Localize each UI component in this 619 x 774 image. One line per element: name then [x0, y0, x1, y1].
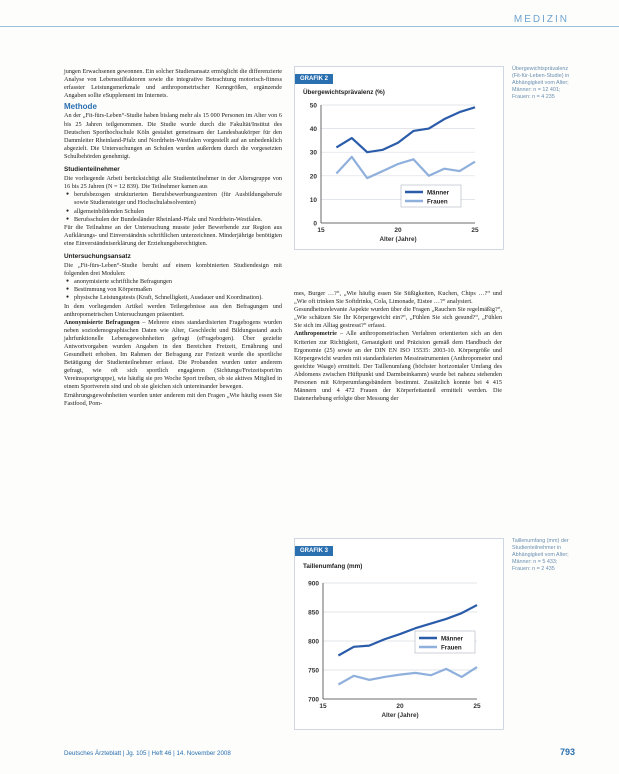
list-item: ● berufsbezogen strukturierten Berufsbewerbungszentren (für Ausbildungsberufe sowie Studiensteiger und Hochschulabsolventen)	[74, 191, 282, 207]
list-item: ● allgemeinbildenden Schulen	[74, 208, 282, 216]
studie-paragraph: Die vorliegende Arbeit berücksichtigt alle Studienteilnehmer in der Altersgruppe von 16 bis 25 Jahren (N = 12 839). Die Teilnehmer kamen aus	[64, 175, 282, 191]
legend-label: Frauen	[427, 198, 448, 206]
methode-heading: Methode	[64, 102, 97, 112]
unters-heading: Untersuchungsansatz	[64, 252, 131, 260]
studie-list	[64, 191, 282, 223]
unters-list	[64, 278, 282, 302]
methode-paragraph: An der „Fit-fürs-Leben“-Studie haben bislang mehr als 15 000 Personen im Alter von 6 bis 25 Jahren teilgenommen. Die Studie wurde durch die Fakultät/Institut des Deutschen Sporthochschule Köln gestaltet gemeinsam der Landesbaukörper für den Dammleiter Rheinland-Pfalz und Nordrhein-Westfalen vorgestellt auf an unbedenklich abgezielt. Die Untersuchungen an Schulen wurden außerdem durch die vorgesetzten Schulbehörden genehmigt.	[64, 112, 282, 160]
anthro-lead: Anthropometrie	[294, 330, 337, 338]
x-axis-label: Alter (Jahre)	[379, 236, 417, 243]
footer-citation: Deutsches Ärzteblatt | Jg. 105 | Heft 46 | 14. November 2008	[64, 750, 231, 757]
right-column	[294, 290, 502, 403]
list-item: ● anonymisierte schriftliche Befragungen	[74, 278, 282, 286]
legend-label: Frauen	[441, 644, 462, 652]
figure-1-chart	[295, 97, 503, 247]
studie-paragraph-2: Für die Teilnahme an der Untersuchung musste jeder Bewerbende zur Region aus Aufklärungs- und Einverständnis schriftlichen unterzeichnen. Minderjährige benötigten eine Einverständniserklärung der Erziehungsberechtigten.	[64, 223, 282, 247]
y-tick-label: 700	[308, 696, 319, 704]
anon-text: – Mehrere eines standardisierten Fragebogens wurden neben soziodemographischen Daten wie Alter, Geschlecht und Bildungsstand auch jahrfunktionelle Lebensgewohnheiten gefragt (eFragebogen). Über gezielte Antwortvorgaben wurden Angaben in den Bereichen Freizeit, Ernährung und Gesundheit erhoben. Im Rahmen der Befragung zur Freizeit wurde die sportliche Betätigung der Studienteilnehmer erfasst. Die Probanden wurden unter anderem gefragt, wie oft sich sportlich engagieren (Sichtungs/Freizeitsport/im Vereinssportgruppe), wie häufig sie pro Woche Sport treiben, ob sie aktives Mitglied in einem Sportverein sind und ob sie gleichen sich untereinander bewegen.	[64, 318, 282, 391]
y-tick-label: 40	[309, 126, 317, 134]
y-tick-label: 50	[309, 102, 317, 110]
x-tick-label: 15	[319, 703, 327, 710]
header-rule	[0, 26, 619, 27]
x-tick-label: 20	[396, 703, 404, 710]
y-tick-label: 30	[309, 149, 317, 157]
legend-label: Männer	[441, 635, 464, 643]
figure-2-tag: GRAFIK 3	[295, 546, 333, 556]
anthro-text: – Alle anthropometrischen Verfahren orientierten sich an den Kriterien zur Richtigkeit, Genauigkeit und Präzision gemäß dem Handbuch der Ergonomie (25) sowie an der DIN EN ISO 15535: 2003-10. Körpergröße und Körpergewicht wurden mit standardisierten Messinstrumenten (Anthropometer und geeichte Waage) ermittelt. Der Taillenumfang (höchster horizontaler Umfang des Abdomens zwischen Hüftpunkt und Darmbeinkamm) wurde bei nahezu stehenden Personen mit Körperumfangsbändern bestimmt. Zusätzlich konnte bei 4 415 Männern und 4 472 Frauen der Körperfettanteil ermittelt werden. Die Datenerhebung erfolgte über Messung der	[294, 330, 502, 403]
list-item: ● Bestimmung von Körpermaßen	[74, 286, 282, 294]
x-tick-label: 25	[473, 703, 481, 710]
y-tick-label: 800	[308, 638, 319, 646]
x-tick-label: 20	[394, 227, 402, 234]
figure-2	[294, 538, 504, 730]
series-line-maenner	[336, 107, 475, 152]
section-header: MEDIZIN	[513, 14, 569, 25]
intro-paragraph: jungen Erwachsenen gewonnen. Ein solcher Studienansatz ermöglicht die differenzierte Analyse von Lebensstilfaktoren sowie die integrative Betrachtung motorisch-fitness erfasster Leistungsmerkmale und anthropometrischer Kenngrößen, ergänzende Angaben sollte eSupplement im Internets.	[64, 68, 282, 100]
figure-1-tag: GRAFIK 2	[295, 74, 333, 84]
x-tick-label: 25	[471, 227, 479, 234]
anon-paragraph	[64, 319, 282, 392]
list-item: ● Berufsschulen der Bundesländer Rheinland-Pfalz und Nordrhein-Westfalen.	[74, 216, 282, 224]
unters-paragraph: Die „Fit-fürs-Leben“-Studie beruht auf einem kombinierten Studiendesign mit folgenden drei Modulen:	[64, 262, 282, 278]
y-tick-label: 850	[308, 609, 319, 617]
figure-2-caption: Taillenumfang (mm) der Studienteilnehmer in Abhängigkeit vom Alter; Männer: n = 5 433; Frauen: n = 2 435	[512, 538, 569, 572]
x-tick-label: 15	[317, 227, 325, 234]
y-tick-label: 750	[308, 667, 319, 675]
figure-1	[294, 66, 504, 250]
anon-lead: Anonymisierte Befragungen	[64, 318, 140, 326]
figure-2-title: Taillenumfang (mm)	[303, 563, 363, 570]
studie-heading: Studienteilnehmer	[64, 166, 120, 174]
anon-paragraph-2: Ernährungsgewohnheiten wurden unter anderem mit den Fragen „Wie häufig essen Sie Fastfood, Pom-	[64, 391, 282, 407]
legend-label: Männer	[427, 189, 450, 197]
figure-2-chart	[295, 571, 503, 727]
page-number: 793	[559, 747, 575, 757]
x-axis-label: Alter (Jahre)	[381, 712, 419, 719]
y-tick-label: 10	[309, 196, 317, 204]
right-paragraph-2: Gesundheitsrelevante Aspekte wurden über die Fragen „Rauchen Sie regelmäßig?“, „Wie schätzen Sie Ihr Körpergewicht ein?“, „Fühlen Sie sich gesund?“, „Fühlen Sie sich im Alltag gestresst?“ erfasst.	[294, 306, 502, 330]
y-tick-label: 0	[313, 220, 317, 228]
unters-paragraph-2: In dem vorliegenden Artikel werden Teilergebnisse aus den Befragungen und anthropometrischen Untersuchungen präsentiert.	[64, 302, 282, 318]
figure-1-caption: Übergewichtsprävalenz (Fit-für-Leben-Studie) in Abhängigkeit vom Alter; Männer: n = 12 401; Frauen: n = 4 235	[512, 66, 570, 100]
anthro-paragraph	[294, 330, 502, 403]
y-tick-label: 900	[308, 580, 319, 588]
list-item: ● physische Leistungstests (Kraft, Schnelligkeit, Ausdauer und Koordination).	[74, 294, 282, 302]
series-line-frauen	[336, 157, 475, 178]
y-tick-label: 20	[309, 173, 317, 181]
figure-1-title: Übergewichtsprävalenz (%)	[303, 89, 385, 96]
left-column	[64, 68, 282, 408]
right-paragraph-1: mes, Burger …?“, „Wie häufig essen Sie Süßigkeiten, Kuchen, Chips …?“ und „Wie oft trinken Sie Softdrinks, Cola, Limonade, Eistee …?“ analysiert.	[294, 290, 502, 306]
